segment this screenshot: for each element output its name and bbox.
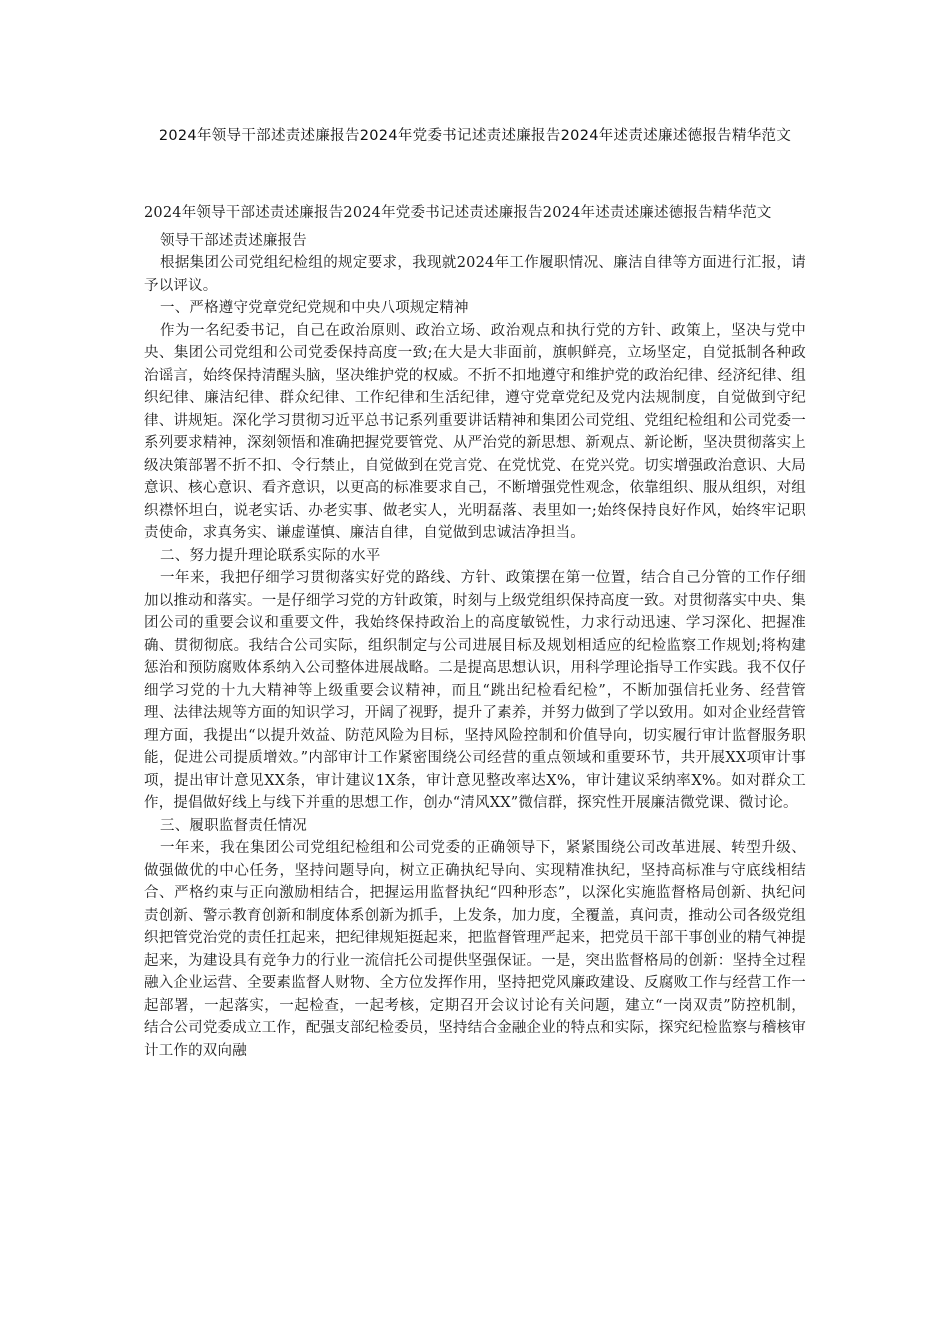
document-body bbox=[144, 202, 806, 1062]
section-paragraph-2: 一年来，我把仔细学习贯彻落实好党的路线、方针、政策摆在第一位置，结合自己分管的工作仔细加以推动和落实。一是仔细学习党的方针政策，时刻与上级党组织保持高度一致。对贯彻落实中央、集团公司的重要会议和重要文件，我始终保持政治上的高度敏锐性，力求行动迅速、学习深化、把握准确、贯彻彻底。我结合公司实际，组织制定与公司进展目标及规划相适应的纪检监察工作规划;将构建惩治和预防腐败体系纳入公司整体进展战略。二是提高思想认识，用科学理论指导工作实践。我不仅仔细学习党的十九大精神等上级重要会议精神，而且“跳出纪检看纪检”，不断加强信托业务、经营管理、法律法规等方面的知识学习，开阔了视野，提升了素养，并努力做到了学以致用。如对企业经营管理方面，我提出“以提升效益、防范风险为目标，坚持风险控制和价值导向，切实履行审计监督服务职能，促进公司提质增效。”内部审计工作紧密围绕公司经营的重点领域和重要环节，共开展XX项审计事项，提出审计意见XX条，审计建议1X条，审计意见整改率达X%，审计建议采纳率X%。如对群众工作，提倡做好线上与线下并重的思想工作，创办“清风XX”微信群，探究性开展廉洁微党课、微讨论。 bbox=[144, 570, 806, 811]
section-paragraph-3: 一年来，我在集团公司党组纪检组和公司党委的正确领导下，紧紧围绕公司改革进展、转型升级、做强做优的中心任务，坚持问题导向，树立正确执纪导向、实现精准执纪，坚持高标准与守底线相结合、严格约束与正向激励相结合，把握运用监督执纪“四种形态”，以深化实施监督格局创新、执纪问责创新、警示教育创新和制度体系创新为抓手，上发条，加力度，全覆盖，真问责，推动公司各级党组织把管党治党的责任扛起来，把纪律规矩挺起来，把监督管理严起来，把党员干部干事创业的精气神提起来，为建设具有竞争力的行业一流信托公司提供坚强保证。一是，突出监督格局的创新：坚持全过程融入企业运营、全要素监督人财物、全方位发挥作用，坚持把党风廉政建设、反腐败工作与经营工作一起部署，一起落实，一起检查，一起考核，定期召开会议讨论有关问题，建立“一岗双责”防控机制，结合公司党委成立工作，配强支部纪检委员，坚持结合金融企业的特点和实际，探究纪检监察与稽核审计工作的双向融 bbox=[144, 840, 806, 1059]
body-title-line: 2024年领导干部述责述廉报告2024年党委书记述责述廉报告2024年述责述廉述德报告精华范文 bbox=[144, 205, 772, 221]
section-paragraph-1: 作为一名纪委书记，自己在政治原则、政治立场、政治观点和执行党的方针、政策上，坚决与党中央、集团公司党组和公司党委保持高度一致;在大是大非面前，旗帜鲜亮，立场坚定，自觉抵制各种政治谣言，始终保持清醒头脑，坚决维护党的权威。不折不扣地遵守和维护党的政治纪律、经济纪律、组织纪律、廉洁纪律、群众纪律、工作纪律和生活纪律，遵守党章党纪及党内法规制度，自觉做到守纪律、讲规矩。深化学习贯彻习近平总书记系列重要讲话精神和集团公司党组、党组纪检组和公司党委一系列要求精神，深刻领悟和准确把握党要管党、从严治党的新思想、新观点、新论断，坚决贯彻落实上级决策部署不折不扣、令行禁止，自觉做到在党言党、在党忧党、在党兴党。切实增强政治意识、大局意识、核心意识、看齐意识，以更高的标准要求自己，不断增强党性观念，依靠组织、服从组织，对组织襟怀坦白，说老实话、办老实事、做老实人，光明磊落、表里如一;始终保持良好作风，始终牢记职责使命，求真务实、谦虚谨慎、廉洁自律，自觉做到忠诚洁净担当。 bbox=[144, 322, 806, 541]
document-title: 2024年领导干部述责述廉报告2024年党委书记述责述廉报告2024年述责述廉述德报告精华范文 bbox=[158, 128, 792, 144]
section-heading-2: 二、努力提升理论联系实际的水平 bbox=[160, 547, 381, 564]
section-heading-1: 一、严格遵守党章党纪党规和中央八项规定精神 bbox=[160, 300, 469, 316]
intro-paragraph: 根据集团公司党组纪检组的规定要求，我现就2024年工作履职情况、廉洁自律等方面进行汇报，请予以评议。 bbox=[144, 255, 806, 294]
section-heading-3: 三、履职监督责任情况 bbox=[160, 817, 307, 834]
report-heading: 领导干部述责述廉报告 bbox=[160, 232, 307, 249]
